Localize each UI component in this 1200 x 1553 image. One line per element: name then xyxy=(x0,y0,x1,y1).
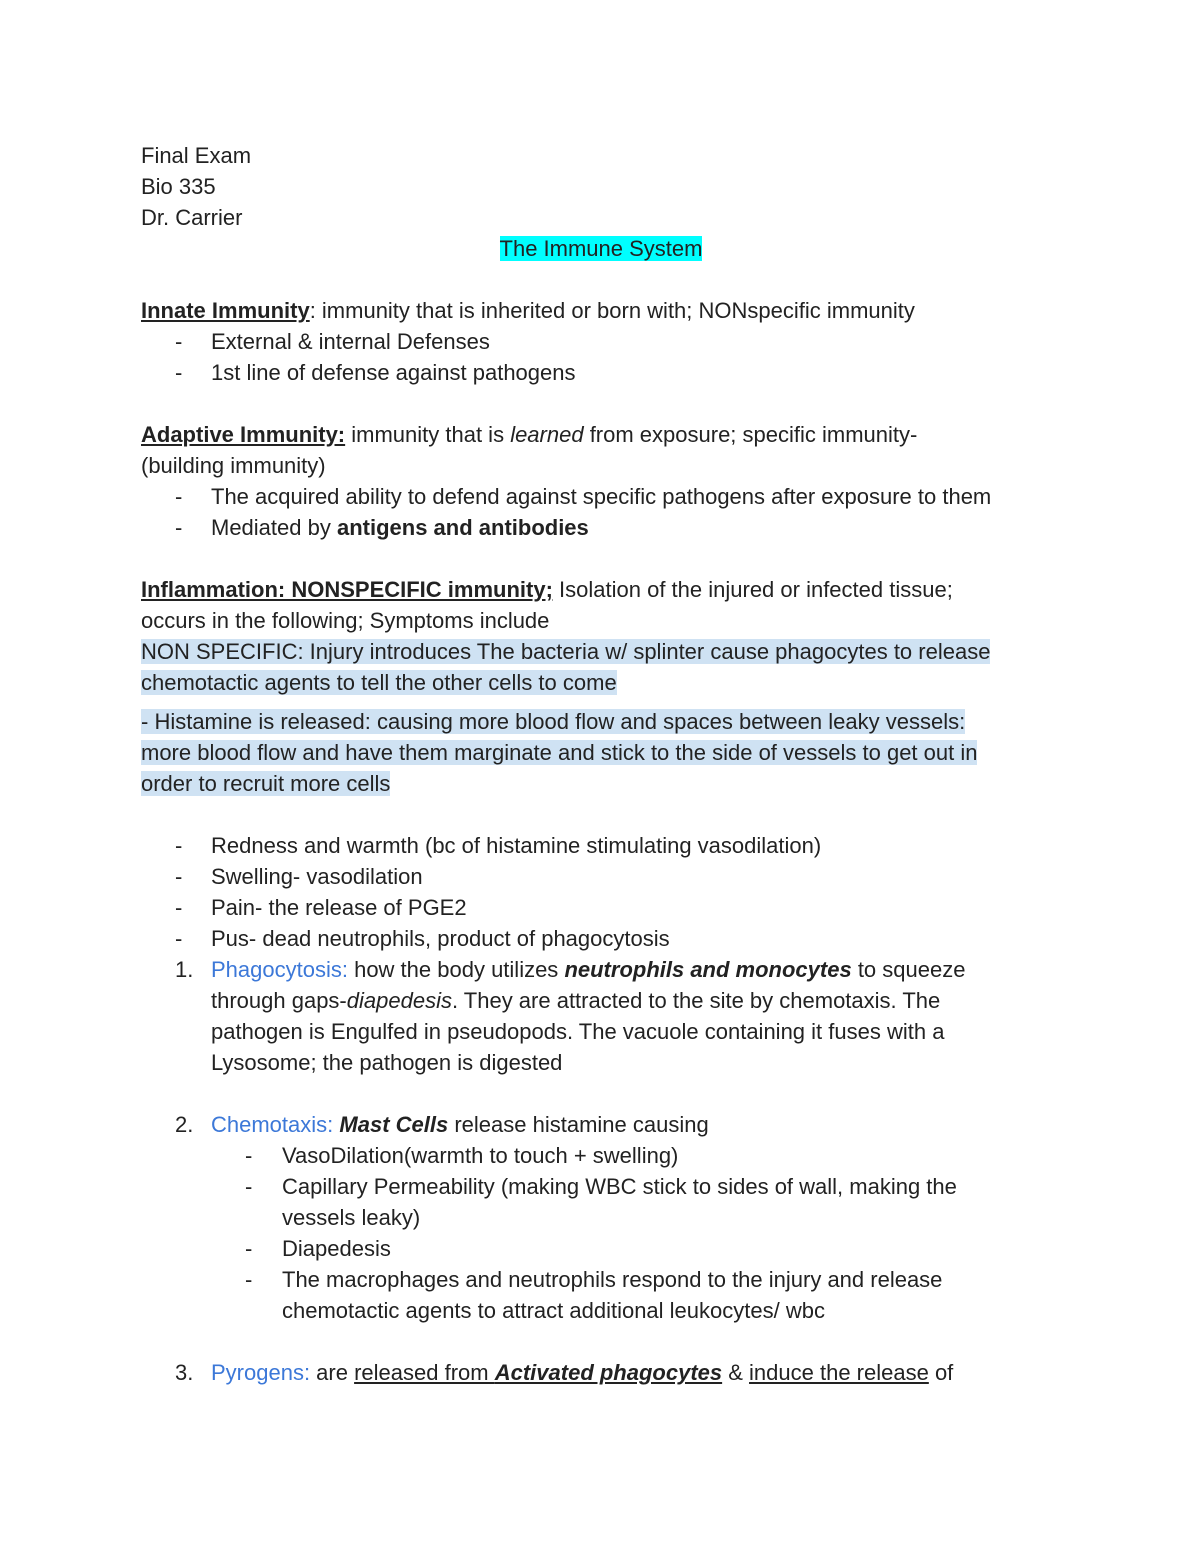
inflammation-definition-cont: occurs in the following; Symptoms include xyxy=(141,608,550,633)
list-item: - External & internal Defenses xyxy=(141,326,1061,357)
dash-bullet-icon: - xyxy=(245,1143,253,1168)
dash-bullet-icon: - xyxy=(175,864,183,889)
spacer xyxy=(141,388,1061,419)
numbered-list-cont xyxy=(141,1357,1061,1388)
dash-bullet-icon: - xyxy=(175,895,183,920)
inflammation-definition: Inflammation: NONSPECIFIC immunity; Isolation of the injured or infected tissue; xyxy=(141,577,953,602)
dash-bullet-icon: - xyxy=(175,329,183,354)
dash-bullet-icon: - xyxy=(175,515,183,540)
document-title-row xyxy=(141,233,1061,264)
list-item: - VasoDilation(warmth to touch + swelling) xyxy=(141,1140,1061,1171)
list-item-pyrogens: 3. Pyrogens: are released from Activated phagocytes & induce the release of xyxy=(141,1357,1061,1388)
list-number: 3. xyxy=(175,1360,194,1385)
dash-bullet-icon: - xyxy=(175,360,183,385)
list-item: - Pus- dead neutrophils, product of phagocytosis xyxy=(141,923,1061,954)
list-item: - The acquired ability to defend against specific pathogens after exposure to them xyxy=(141,481,1061,512)
list-item: - Redness and warmth (bc of histamine stimulating vasodilation) xyxy=(141,830,1061,861)
list-item-phagocytosis: 1. Phagocytosis: how the body utilizes neutrophils and monocytes to squeeze through gaps-diapedesis. They are attracted to the site by chemotaxis. The pathogen is Engulfed in pseudopods. The vacuole containing it fuses with a Lysosome; the pathogen is digested xyxy=(141,954,1061,1078)
list-item: - 1st line of defense against pathogens xyxy=(141,357,1061,388)
highlight-note-1-line1: NON SPECIFIC: Injury introduces The bacteria w/ splinter cause phagocytes to release xyxy=(141,639,991,664)
list-item: - Swelling- vasodilation xyxy=(141,861,1061,892)
header-line-course: Bio 335 xyxy=(141,174,216,199)
header-line-instructor: Dr. Carrier xyxy=(141,205,243,230)
pyrogens-label: Pyrogens: xyxy=(211,1360,311,1385)
dash-bullet-icon: - xyxy=(175,484,183,509)
highlight-note-2-line2: more blood flow and have them marginate and stick to the side of vessels to get out in xyxy=(141,740,978,765)
highlight-note-2-line3: order to recruit more cells xyxy=(141,771,391,796)
list-item: - Diapedesis xyxy=(141,1233,1061,1264)
inflammation-term: Inflammation: NONSPECIFIC immunity; xyxy=(141,577,553,602)
list-item: - Mediated by antigens and antibodies xyxy=(141,512,1061,543)
adaptive-term: Adaptive Immunity: xyxy=(141,422,346,447)
adaptive-definition: Adaptive Immunity: immunity that is learned from exposure; specific immunity- xyxy=(141,422,918,447)
dash-bullet-icon: - xyxy=(175,926,183,951)
list-number: 2. xyxy=(175,1112,194,1137)
chemotaxis-bullets xyxy=(141,1140,1061,1326)
adaptive-definition-cont: (building immunity) xyxy=(141,453,326,478)
dash-bullet-icon: - xyxy=(245,1174,253,1199)
spacer xyxy=(141,799,1061,830)
highlight-note-2-line1: - Histamine is released: causing more blood flow and spaces between leaky vessels: xyxy=(141,709,966,734)
innate-definition xyxy=(141,295,1061,326)
phagocytosis-label: Phagocytosis: xyxy=(211,957,348,982)
document-body xyxy=(141,140,1061,1388)
highlight-note-1-line2: chemotactic agents to tell the other cells to come xyxy=(141,670,617,695)
innate-term: Innate Immunity xyxy=(141,298,310,323)
list-item: - The macrophages and neutrophils respond to the injury and release chemotactic agents to attract additional leukocytes/ wbc xyxy=(141,1264,1061,1326)
dash-bullet-icon: - xyxy=(245,1267,253,1292)
spacer xyxy=(141,543,1061,574)
spacer xyxy=(141,1078,1061,1109)
dash-bullet-icon: - xyxy=(245,1236,253,1261)
spacer xyxy=(141,1326,1061,1357)
chemotaxis-label: Chemotaxis: xyxy=(211,1112,334,1137)
header-line-exam: Final Exam xyxy=(141,143,252,168)
list-item-chemotaxis: 2. Chemotaxis: Mast Cells release histamine causing xyxy=(141,1109,1061,1140)
innate-definition-text: : immunity that is inherited or born with; NONspecific immunity xyxy=(309,298,915,323)
adaptive-learned: learned xyxy=(510,422,584,447)
spacer xyxy=(141,264,1061,295)
innate-bullets xyxy=(141,326,1061,388)
list-item: - Pain- the release of PGE2 xyxy=(141,892,1061,923)
symptom-bullets xyxy=(141,830,1061,954)
numbered-list xyxy=(141,954,1061,1140)
document-title: The Immune System xyxy=(499,236,703,261)
dash-bullet-icon: - xyxy=(175,833,183,858)
list-item: - Capillary Permeability (making WBC stick to sides of wall, making the vessels leaky) xyxy=(141,1171,1061,1233)
adaptive-bullets xyxy=(141,481,1061,543)
list-number: 1. xyxy=(175,957,194,982)
